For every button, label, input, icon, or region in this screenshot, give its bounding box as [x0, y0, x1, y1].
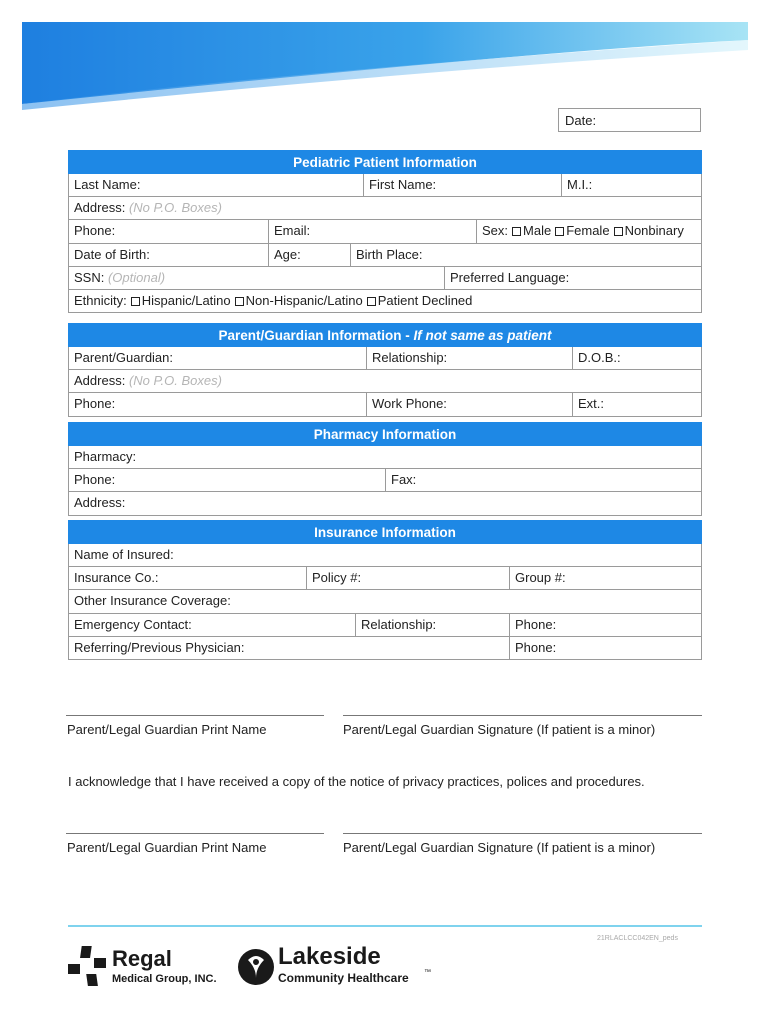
phone-field[interactable] [69, 220, 268, 242]
guardian-relationship-field[interactable] [366, 347, 572, 369]
form-row [68, 544, 702, 567]
pharmacy-address-label: Address: [74, 495, 126, 511]
other-coverage-field[interactable] [69, 590, 701, 612]
ssn-hint: (Optional) [107, 269, 166, 285]
ext-label: Ext.: [578, 396, 605, 412]
guardian-phone-field[interactable] [69, 393, 366, 415]
ext-field[interactable] [572, 393, 701, 415]
hispanic-checkbox[interactable] [131, 297, 140, 306]
insurance-info-section [68, 520, 702, 660]
print-name-label-1: Parent/Legal Guardian Print Name [67, 722, 267, 737]
address-hint: (No P.O. Boxes) [128, 200, 222, 216]
physician-phone-label: Phone: [515, 639, 557, 655]
pharmacy-phone-field[interactable] [69, 469, 385, 491]
form-row [68, 267, 702, 290]
email-label: Email: [274, 223, 311, 239]
date-field[interactable] [558, 108, 701, 132]
parent-guardian-field[interactable] [69, 347, 366, 369]
form-row [68, 370, 702, 393]
physician-phone-field[interactable] [509, 637, 701, 659]
print-name-line-2[interactable] [66, 833, 324, 834]
print-name-label-2: Parent/Legal Guardian Print Name [67, 840, 267, 855]
declined-option-label: Patient Declined [377, 292, 473, 308]
referring-physician-field[interactable] [69, 637, 509, 659]
name-of-insured-field[interactable] [69, 544, 701, 566]
female-option-label: Female [566, 223, 610, 239]
guardian-address-label: Address: [74, 373, 126, 389]
sex-label: Sex: [482, 223, 509, 239]
address-label: Address: [74, 200, 126, 216]
age-field[interactable] [268, 244, 350, 266]
patient-info-section [68, 150, 702, 313]
pharmacy-phone-label: Phone: [74, 472, 116, 488]
referring-physician-label: Referring/Previous Physician: [74, 639, 245, 655]
lakeside-emblem-icon [238, 949, 274, 985]
non-hispanic-option-label: Non-Hispanic/Latino [245, 292, 363, 308]
date-label: Date: [565, 113, 597, 128]
guardian-address-field[interactable] [69, 370, 701, 392]
pharmacy-label: Pharmacy: [74, 449, 137, 464]
guardian-address-hint: (No P.O. Boxes) [128, 373, 222, 389]
dob-label: Date of Birth: [74, 246, 150, 262]
form-row [68, 446, 702, 469]
mi-field[interactable] [561, 174, 701, 196]
lakeside-logo [236, 940, 436, 990]
guardian-dob-label: D.O.B.: [578, 350, 621, 365]
fax-label: Fax: [391, 472, 417, 488]
policy-field[interactable] [306, 567, 509, 589]
sex-field [476, 220, 701, 242]
preferred-language-label: Preferred Language: [450, 269, 570, 285]
parent-guardian-label: Parent/Guardian: [74, 350, 174, 365]
name-of-insured-label: Name of Insured: [74, 547, 174, 562]
address-field[interactable] [69, 197, 701, 219]
guardian-phone-label: Phone: [74, 396, 116, 412]
work-phone-field[interactable] [366, 393, 572, 415]
age-label: Age: [274, 246, 301, 262]
first-name-field[interactable] [363, 174, 561, 196]
print-name-line-1[interactable] [66, 715, 324, 716]
trademark-mark: ™ [424, 969, 431, 976]
regal-name: Regal [112, 946, 172, 971]
mi-label: M.I.: [567, 177, 593, 192]
nonbinary-option-label: Nonbinary [624, 223, 684, 239]
form-row [68, 347, 702, 370]
preferred-language-field[interactable] [444, 267, 701, 289]
form-row [68, 174, 702, 197]
phone-label: Phone: [74, 223, 116, 239]
form-row [68, 220, 702, 243]
ssn-field[interactable] [69, 267, 444, 289]
email-field[interactable] [268, 220, 476, 242]
declined-checkbox[interactable] [367, 297, 376, 306]
female-checkbox[interactable] [555, 227, 564, 236]
hispanic-option-label: Hispanic/Latino [141, 292, 231, 308]
male-checkbox[interactable] [512, 227, 521, 236]
last-name-label: Last Name: [74, 177, 141, 192]
last-name-field[interactable] [69, 174, 363, 196]
form-row [68, 637, 702, 660]
guardian-relationship-label: Relationship: [372, 350, 448, 365]
pharmacy-info-section [68, 422, 702, 516]
form-row [68, 393, 702, 416]
ethnicity-field [69, 290, 701, 312]
pharmacy-field[interactable] [69, 446, 701, 468]
footer-divider [68, 925, 702, 927]
male-option-label: Male [523, 223, 552, 239]
form-row [68, 197, 702, 220]
insurance-co-label: Insurance Co.: [74, 570, 159, 586]
form-row [68, 469, 702, 492]
emergency-contact-label: Emergency Contact: [74, 616, 192, 632]
patient-info-heading: Pediatric Patient Information [68, 150, 702, 174]
policy-label: Policy #: [312, 570, 362, 586]
emergency-phone-field[interactable] [509, 614, 701, 636]
first-name-label: First Name: [369, 177, 437, 192]
insurance-co-field[interactable] [69, 567, 306, 589]
work-phone-label: Work Phone: [372, 396, 447, 412]
guardian-heading-note: If not same as patient [413, 328, 552, 343]
pharmacy-address-field[interactable] [69, 492, 701, 514]
guardian-info-heading [68, 323, 702, 347]
group-field[interactable] [509, 567, 701, 589]
signature-line-2[interactable] [343, 833, 702, 834]
guardian-info-section [68, 323, 702, 417]
regal-logo [66, 944, 236, 988]
ethnicity-label: Ethnicity: [74, 292, 127, 308]
emergency-relationship-field[interactable] [355, 614, 509, 636]
insurance-info-heading: Insurance Information [68, 520, 702, 544]
form-row [68, 614, 702, 637]
pharmacy-info-heading: Pharmacy Information [68, 422, 702, 446]
birth-place-field[interactable] [350, 244, 701, 266]
signature-label-2: Parent/Legal Guardian Signature (If patient is a minor) [343, 840, 656, 855]
other-coverage-label: Other Insurance Coverage: [74, 593, 231, 609]
signature-label-1: Parent/Legal Guardian Signature (If patient is a minor) [343, 722, 656, 737]
regal-subtitle: Medical Group, INC. [112, 973, 217, 985]
lakeside-name: Lakeside [278, 943, 381, 970]
acknowledgement-text: I acknowledge that I have received a copy of the notice of privacy practices, polices and procedures. [68, 774, 645, 789]
lakeside-subtitle: Community Healthcare [278, 971, 409, 985]
guardian-dob-field[interactable] [572, 347, 701, 369]
emergency-contact-field[interactable] [69, 614, 355, 636]
emergency-phone-label: Phone: [515, 616, 557, 632]
form-row [68, 244, 702, 267]
dob-field[interactable] [69, 244, 268, 266]
form-row [68, 492, 702, 515]
non-hispanic-checkbox[interactable] [235, 297, 244, 306]
signature-line-1[interactable] [343, 715, 702, 716]
header-banner [0, 0, 770, 110]
form-code: 21RLACLCC042EN_peds [597, 935, 678, 942]
group-label: Group #: [515, 570, 566, 586]
emergency-relationship-label: Relationship: [361, 616, 437, 632]
form-row [68, 590, 702, 613]
form-row [68, 567, 702, 590]
nonbinary-checkbox[interactable] [614, 227, 623, 236]
birth-place-label: Birth Place: [356, 246, 423, 262]
form-row [68, 290, 702, 313]
fax-field[interactable] [385, 469, 701, 491]
guardian-heading-text: Parent/Guardian Information - [218, 328, 414, 343]
regal-cross-icon [68, 946, 106, 986]
ssn-label: SSN: [74, 269, 105, 285]
